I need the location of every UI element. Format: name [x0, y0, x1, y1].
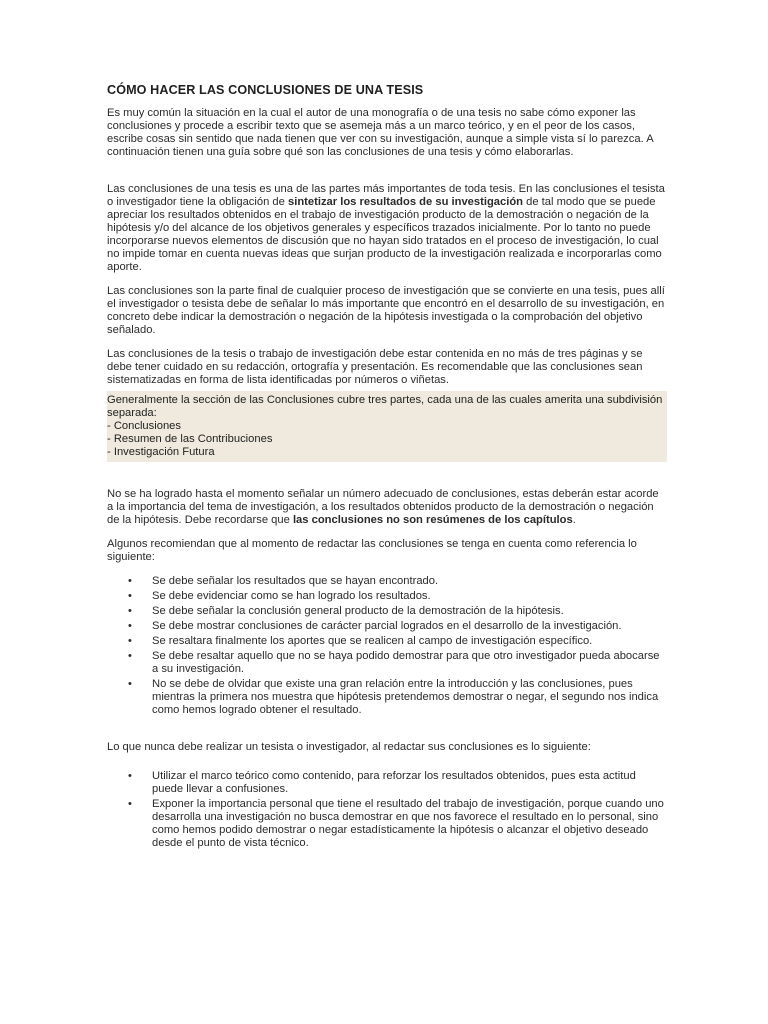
- paragraph-1-text-a: Las conclusiones de una tesis es una de las partes más importantes de toda tesis. En las conclusiones el tesista o investigador tiene la obligación de: [107, 183, 665, 208]
- list-item-text: Se debe resaltar aquello que no se haya podido demostrar para que otro investigador pueda abocarse a su investigación.: [152, 650, 660, 675]
- list-item-text: No se debe de olvidar que existe una gran relación entre la introducción y las conclusiones, pues mientras la primera nos muestra que hipótesis pretendemos demostrar o negar, el segundo nos indica como hemos logrado obtener el resultado.: [152, 678, 659, 716]
- bullet-icon: •: [128, 650, 132, 662]
- bullet-icon: •: [128, 575, 132, 587]
- list-item: [107, 620, 667, 633]
- list-item-text: Se debe señalar la conclusión general producto de la demostración de la hipótesis.: [152, 605, 564, 617]
- list-item-text: Se debe señalar los resultados que se hayan encontrado.: [152, 575, 439, 587]
- document-title: CÓMO HACER LAS CONCLUSIONES DE UNA TESIS: [107, 83, 424, 97]
- paragraph-4-bold: las conclusiones no son resúmenes de los capítulos: [292, 514, 573, 526]
- avoid-list: [107, 770, 667, 850]
- bullet-icon: •: [128, 678, 132, 690]
- paragraph-2: Las conclusiones son la parte final de cualquier proceso de investigación que se convierte en una tesis, pues allí el investigador o tesista debe de señalar lo más importante que encontró en el desarrollo de su investigación, en concreto debe indicar la demostración o negación de la hipótesis investigada o la comprobación del objetivo señalado.: [107, 285, 665, 336]
- highlight-box-item: - Investigación Futura: [107, 446, 215, 458]
- paragraph-4: [107, 488, 667, 527]
- list-item: [107, 605, 667, 618]
- list-item: [107, 650, 667, 676]
- list-item: [107, 798, 667, 850]
- paragraph-1-bold: sintetizar los resultados de su investigación: [288, 196, 524, 208]
- list-item-text: Exponer la importancia personal que tiene el resultado del trabajo de investigación, porque cuando uno desarrolla una investigación no busca demostrar en que nos favorece el resultado en lo personal, sino como hemos podido demostrar o negar estadísticamente la hipótesis o alcanzar el objetivo deseado desde el punto de vista técnico.: [152, 798, 664, 849]
- paragraph-1-text-b: de tal modo que se puede apreciar los resultados obtenidos en el trabajo de investigación producto de la demostración o negación de la hipótesis y/o del alcance de los objetivos generales y específicos trazados inicialmente. Por lo tanto no puede incorporarse nuevos elementos de discusión que no hayan sido tratados en el proceso de investigación, lo cual no impide tomar en cuenta nuevas ideas que surjan producto de la investigación realizada e incorporarlas como aporte.: [107, 196, 662, 273]
- highlight-box: [107, 391, 667, 462]
- list-item-text: Se debe evidenciar como se han logrado los resultados.: [152, 590, 431, 602]
- paragraph-4-text-a: No se ha logrado hasta el momento señalar un número adecuado de conclusiones, estas deberán estar acorde a la importancia del tema de investigación, a los resultados obtenidos producto de la demostración o negación de la hipótesis. Debe recordarse que: [107, 488, 659, 526]
- list-item-text: Se debe mostrar conclusiones de carácter parcial logrados en el desarrollo de la investigación.: [152, 620, 622, 632]
- bullet-icon: •: [128, 605, 132, 617]
- paragraph-1: [107, 183, 667, 274]
- list-item: [107, 590, 667, 603]
- bullet-icon: •: [128, 635, 132, 647]
- bullet-icon: •: [128, 620, 132, 632]
- highlight-box-item: - Resumen de las Contribuciones: [107, 433, 273, 445]
- paragraph-5: Algunos recomiendan que al momento de redactar las conclusiones se tenga en cuenta como referencia lo siguiente:: [107, 538, 637, 563]
- recommendations-list: [107, 575, 667, 717]
- list-item: [107, 770, 667, 796]
- highlight-box-intro: Generalmente la sección de las Conclusiones cubre tres partes, cada una de las cuales amerita una subdivisión separada:: [107, 394, 663, 419]
- highlight-box-item: - Conclusiones: [107, 420, 181, 432]
- list-item: [107, 635, 667, 648]
- bullet-icon: •: [128, 590, 132, 602]
- intro-paragraph: Es muy común la situación en la cual el autor de una monografía o de una tesis no sabe cómo exponer las conclusiones y procede a escribir texto que se asemeja más a un marco teórico, y en el peor de los casos, escribe cosas sin sentido que nada tienen que ver con su investigación, aunque a simple vista sí lo parezca. A continuación tienen una guía sobre qué son las conclusiones de una tesis y cómo elaborarlas.: [107, 107, 654, 158]
- paragraph-4-text-b: .: [572, 514, 576, 526]
- list-item: [107, 678, 667, 717]
- document-page: [107, 84, 667, 852]
- bullet-icon: •: [128, 770, 132, 782]
- paragraph-6: Lo que nunca debe realizar un tesista o investigador, al redactar sus conclusiones es lo siguiente:: [107, 741, 591, 753]
- list-item-text: Se resaltara finalmente los aportes que se realicen al campo de investigación específico.: [152, 635, 593, 647]
- paragraph-3: Las conclusiones de la tesis o trabajo de investigación debe estar contenida en no más de tres páginas y se debe tener cuidado en su redacción, ortografía y presentación. Es recomendable que las conclusiones sean sistematizadas en forma de lista identificadas por números o viñetas.: [107, 348, 643, 386]
- list-item: [107, 575, 667, 588]
- list-item-text: Utilizar el marco teórico como contenido, para reforzar los resultados obtenidos, pues esta actitud puede llevar a confusiones.: [152, 770, 636, 795]
- bullet-icon: •: [128, 798, 132, 810]
- spacer: [107, 719, 667, 741]
